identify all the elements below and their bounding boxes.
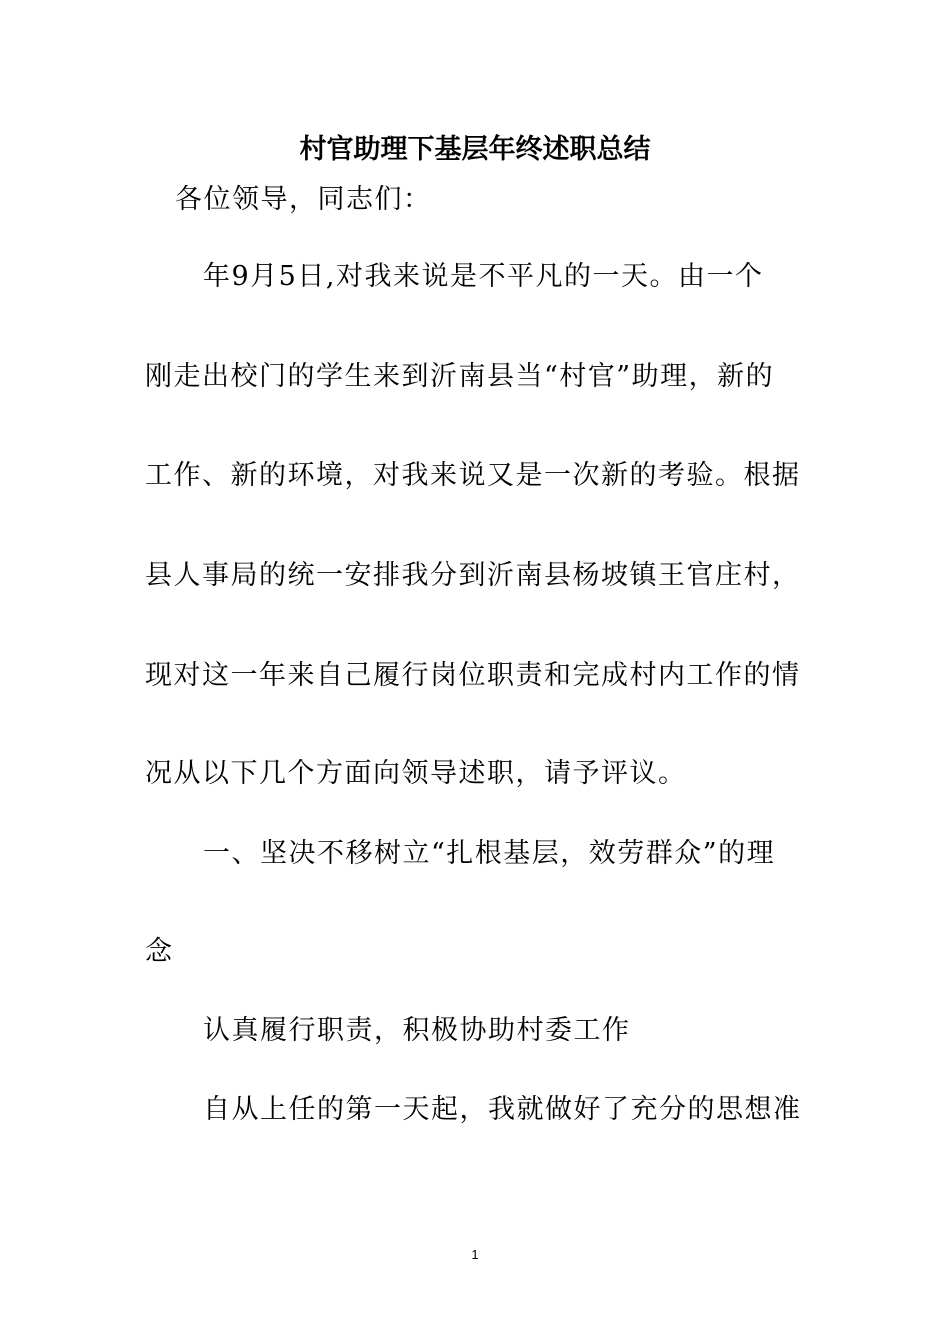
paragraph-line: 刚走出校门的学生来到沂南县当“村官”助理，新的 bbox=[145, 361, 775, 392]
paragraph-line: 况从以下几个方面向领导述职，请予评议。 bbox=[145, 758, 687, 789]
document-title: 村官助理下基层年终述职总结 bbox=[299, 134, 651, 165]
section-heading-line: 一、坚决不移树立“扎根基层，效劳群众”的理 bbox=[203, 838, 776, 869]
paragraph-line: 自从上任的第一天起，我就做好了充分的思想准 bbox=[203, 1094, 802, 1125]
paragraph-line: 工作、新的环境，对我来说又是一次新的考验。根据 bbox=[145, 460, 801, 491]
section-heading-line: 念 bbox=[145, 936, 174, 967]
paragraph-line: 年9月5日,对我来说是不平凡的一天。由一个 bbox=[203, 261, 764, 292]
paragraph-line: 县人事局的统一安排我分到沂南县杨坡镇王官庄村， bbox=[145, 560, 801, 591]
page-number: 1 bbox=[471, 1247, 479, 1262]
subheading-line: 认真履行职责，积极协助村委工作 bbox=[203, 1015, 631, 1046]
paragraph-line: 现对这一年来自己履行岗位职责和完成村内工作的情 bbox=[145, 660, 801, 691]
salutation: 各位领导，同志们： bbox=[175, 184, 432, 215]
